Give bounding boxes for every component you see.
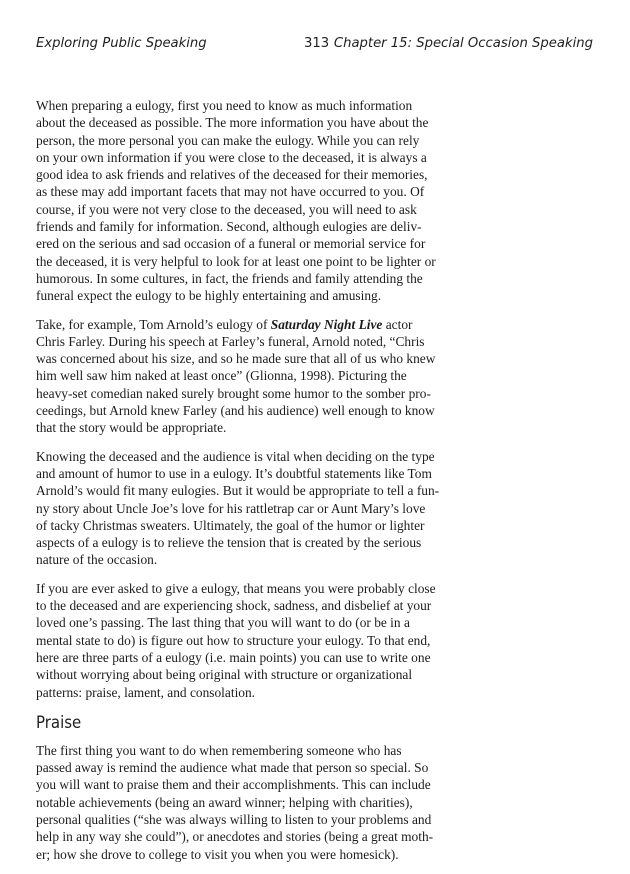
text-line: er; how she drove to college to visit you when you were homesick). [36,846,399,862]
text-line: of tacky Christmas sweaters. Ultimately, the goal of the humor or lighter [36,517,425,533]
text-line: him well saw him naked at least once” (Glionna, 1998). Picturing the [36,368,407,384]
text-line: humorous. In some cultures, in fact, the friends and family attending the [36,270,423,286]
text-line: was concerned about his size, and so he made sure that all of us who knew [36,351,436,367]
text-line: ceedings, but Arnold knew Farley (and his audience) well enough to know [36,403,435,419]
text-line: When preparing a eulogy, first you need to know as much information [36,98,413,113]
text-line: to the deceased and are experiencing shock, sadness, and disbelief at your [36,598,432,614]
text-line [36,317,412,332]
text-line: you will want to praise them and their accomplishments. This can include [36,777,431,793]
chapter-title: Chapter 15: Special Occasion Speaking [333,36,593,51]
running-header [36,35,593,55]
text-line: on your own information if you were close to the deceased, it is always a [36,149,427,165]
paragraph-eulogy-preparation [36,97,442,305]
text-run: actor [382,316,413,332]
paragraph-humor [36,448,442,569]
text-line: about the deceased as possible. The more information you have about the [36,115,429,131]
text-line: loved one’s passing. The last thing that you will want to do (or be in a [36,615,410,631]
paragraph-farley-example [36,316,442,437]
text-line: heavy-set comedian naked surely brought some humor to the somber pro- [36,385,431,401]
text-line: ered on the serious and sad occasion of a funeral or memorial service for [36,236,426,252]
text-line: The first thing you want to do when remembering someone who has [36,742,402,758]
text-line: Chris Farley. During his speech at Farley’s funeral, Arnold noted, “Chris [36,333,425,349]
text-line: patterns: praise, lament, and consolation. [36,684,256,700]
text-line: ny story about Uncle Joe’s love for his rattletrap car or Aunt Mary’s love [36,500,426,516]
text-line: personal qualities (“she was always willing to listen to your problems and [36,811,432,827]
paragraph-praise [36,742,442,863]
page-number: 313 [304,36,330,51]
text-line: nature of the occasion. [36,552,158,568]
paragraph-structure [36,580,442,701]
text-line: notable achievements (being an award winner; helping with charities), [36,794,413,810]
book-title: Exploring Public Speaking [36,36,207,51]
text-line: passed away is remind the audience what made that person so special. So [36,760,429,776]
text-line: good idea to ask friends and relatives of the deceased for their memories, [36,167,428,183]
text-line: friends and family for information. Second, although eulogies are deliv- [36,219,422,235]
text-line: person, the more personal you can make the eulogy. While you can rely [36,132,420,148]
section-heading: Praise [36,712,82,733]
text-line: as these may add important facets that may not have occurred to you. Of [36,184,425,200]
text-line: help in any way she could”), or anecdotes and stories (being a great moth- [36,829,434,845]
text-line: the deceased, it is very helpful to look for at least one point to be lighter or [36,253,436,269]
show-title: Saturday Night Live [270,316,383,332]
text-line: that the story would be appropriate. [36,420,227,436]
text-line: course, if you were not very close to the deceased, you will need to ask [36,201,417,217]
body-text [36,97,442,874]
text-line: Arnold’s would fit many eulogies. But it would be appropriate to tell a fun- [36,483,440,499]
text-line: If you are ever asked to give a eulogy, that means you were probably close [36,580,436,596]
text-line: Knowing the deceased and the audience is vital when deciding on the type [36,448,435,464]
text-line: without worrying about being original with structure or organizational [36,667,413,683]
text-line: aspects of a eulogy is to relieve the tension that is created by the serious [36,535,422,551]
text-line: and amount of humor to use in a eulogy. It’s doubtful statements like Tom [36,465,432,481]
text-line: here are three parts of a eulogy (i.e. main points) you can use to write one [36,649,431,665]
text-line: funeral expect the eulogy to be highly entertaining and amusing. [36,288,382,304]
text-line: mental state to do) is figure out how to structure your eulogy. To that end, [36,632,431,648]
text-run: Take, for example, Tom Arnold’s eulogy of [36,316,271,332]
